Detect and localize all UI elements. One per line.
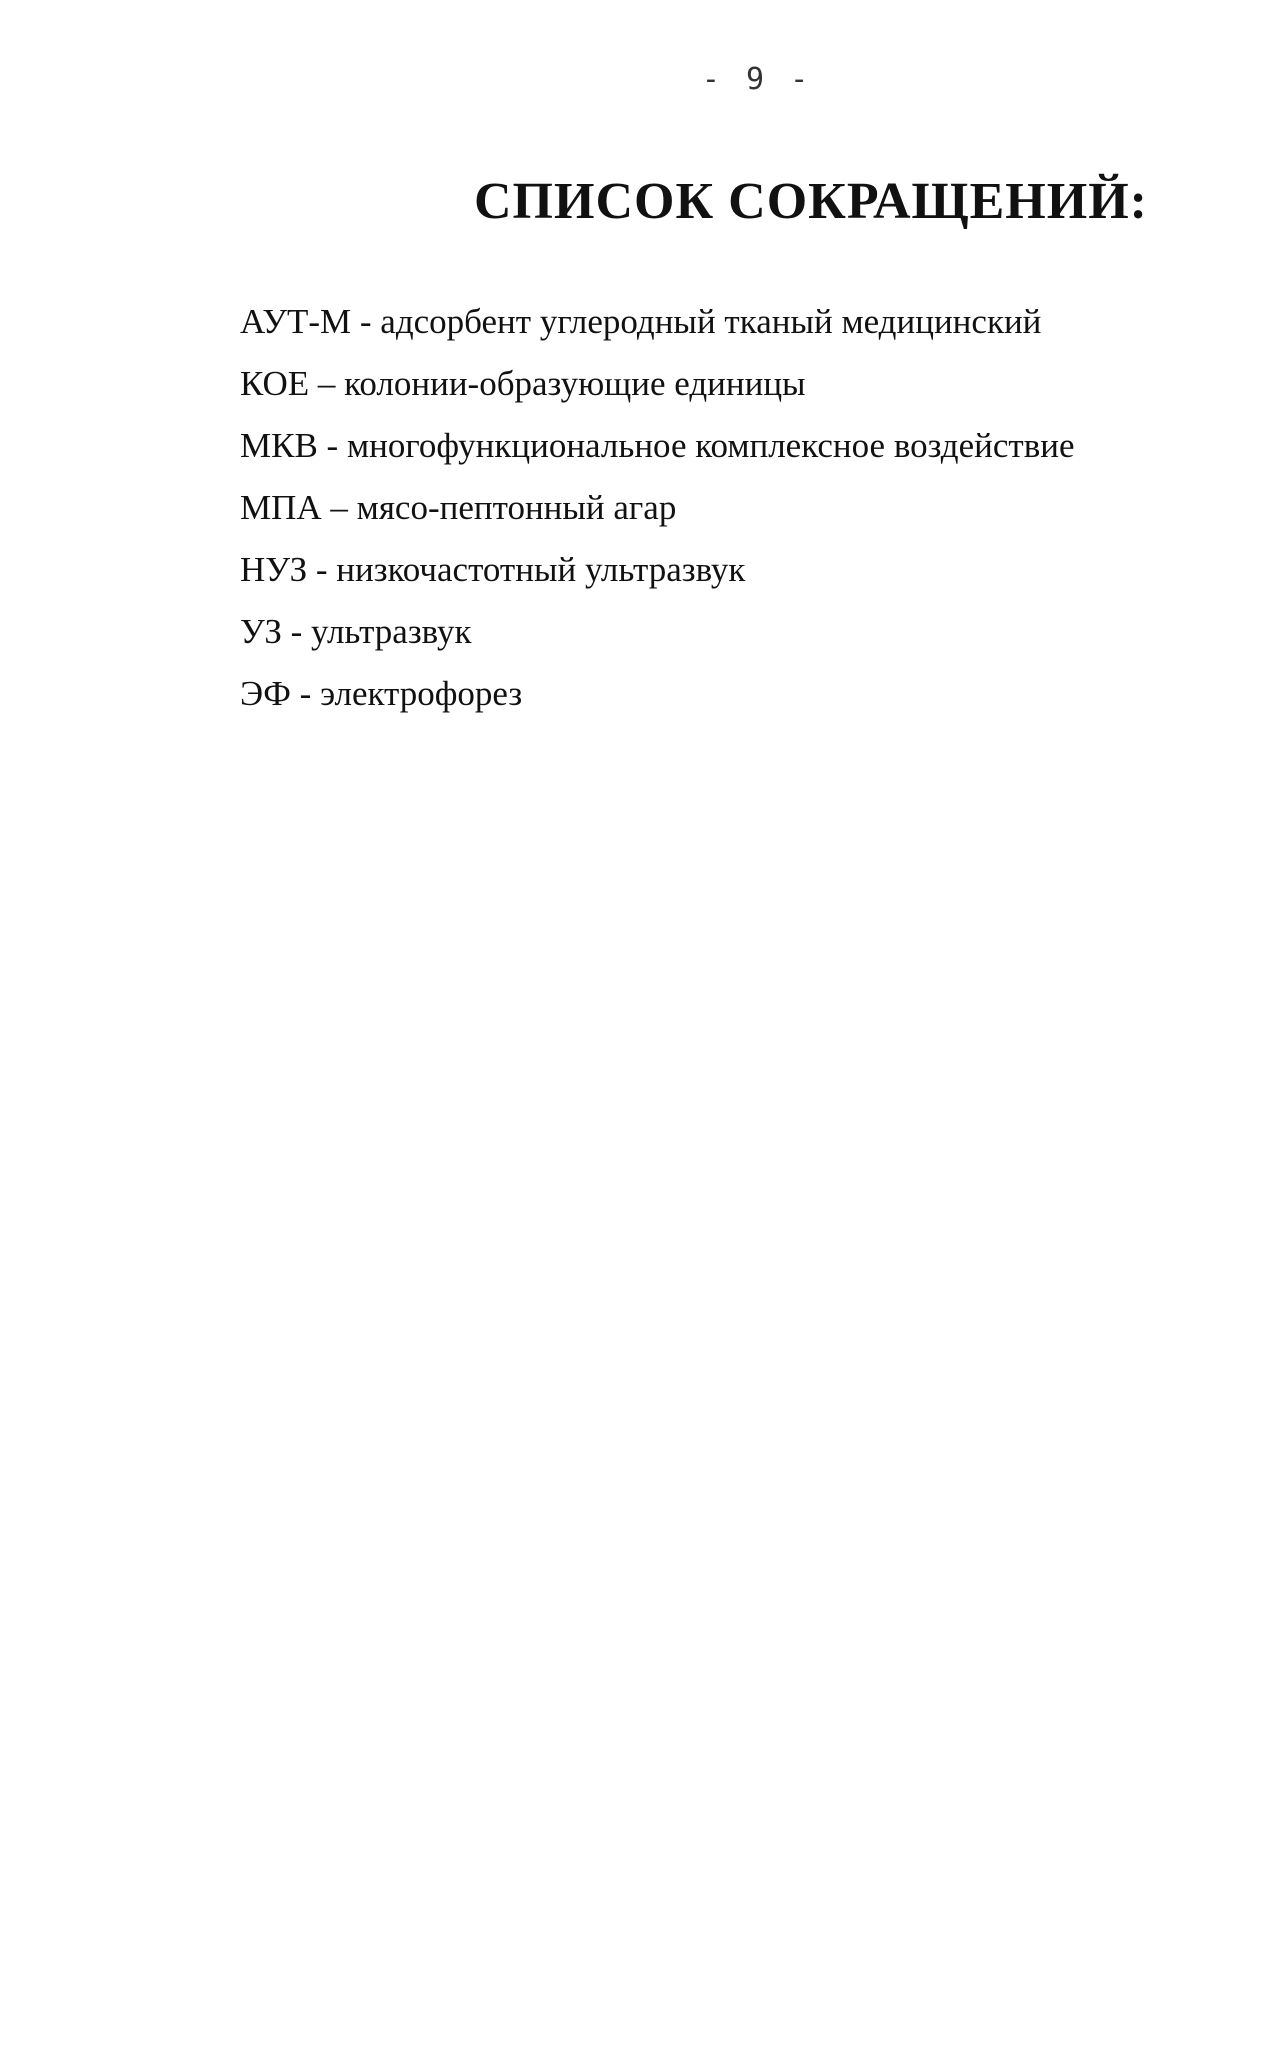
page-number: - 9 -	[701, 62, 813, 97]
abbreviation-item: МКВ - многофункциональное комплексное воздействие	[240, 426, 1075, 465]
abbreviation-item: МПА – мясо-пептонный агар	[240, 488, 677, 527]
abbreviation-item: УЗ - ультразвук	[240, 612, 472, 651]
abbreviation-item: КОЕ – колонии-образующие единицы	[240, 364, 806, 403]
abbreviation-item: ЭФ - электрофорез	[240, 674, 523, 713]
abbreviation-item: НУЗ - низкочастотный ультразвук	[240, 550, 746, 589]
abbreviation-list	[240, 291, 1075, 725]
page-title: СПИСОК СОКРАЩЕНИЙ:	[474, 173, 1148, 230]
abbreviation-item: АУТ-М - адсорбент углеродный тканый медицинский	[240, 302, 1042, 341]
